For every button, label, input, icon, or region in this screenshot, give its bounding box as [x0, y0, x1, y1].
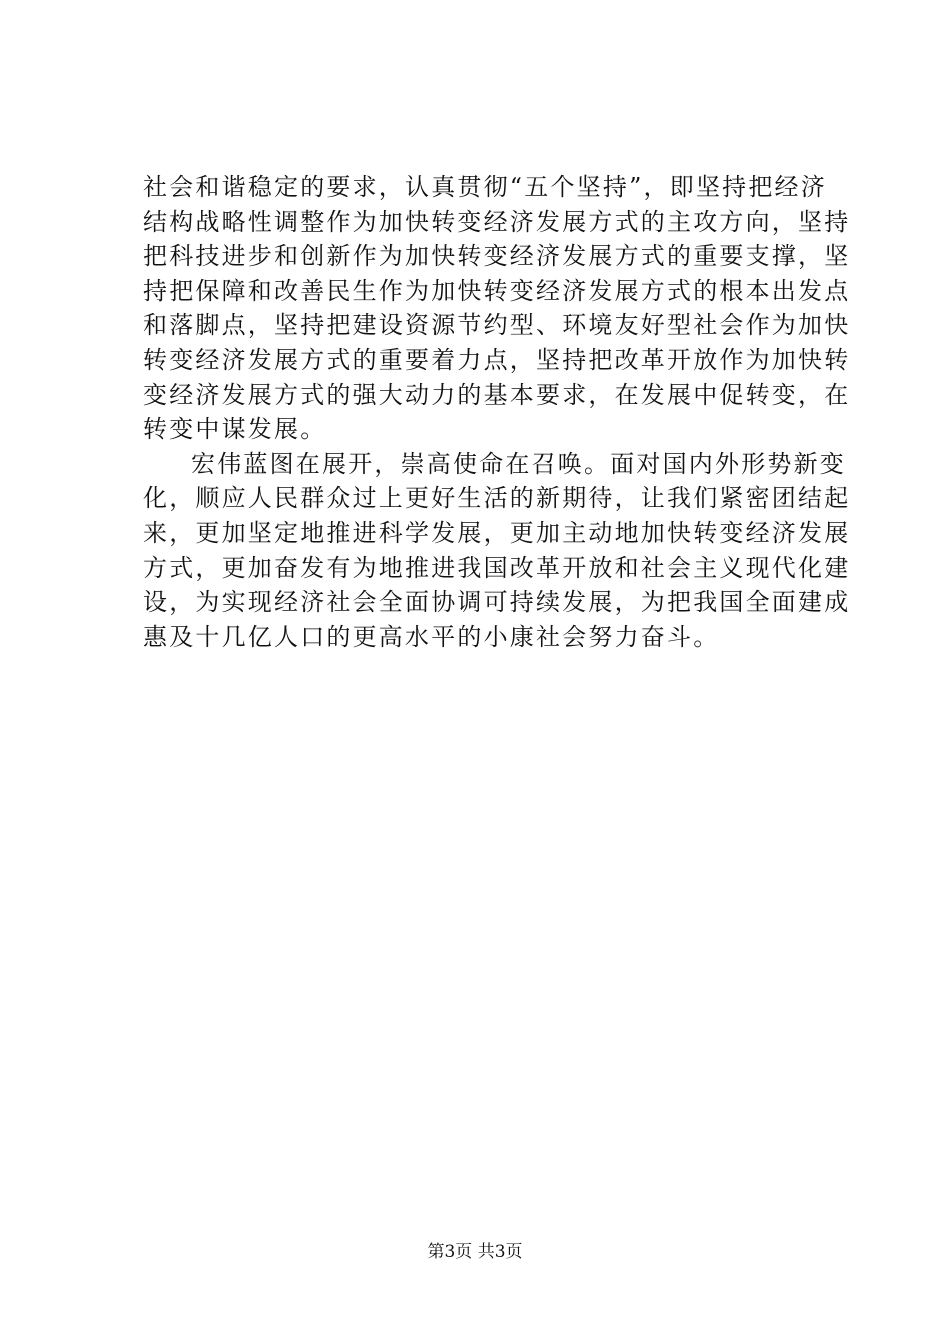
text-line: 持把保障和改善民生作为加快转变经济发展方式的根本出发点	[143, 276, 851, 305]
text-line: 来，更加坚定地推进科学发展，更加主动地加快转变经济发展	[143, 518, 851, 547]
text-line: 惠及十几亿人口的更高水平的小康社会努力奋斗。	[143, 622, 720, 651]
text-line: 变经济发展方式的强大动力的基本要求，在发展中促转变，在	[143, 380, 851, 409]
text-line: 转变经济发展方式的重要着力点，坚持把改革开放作为加快转	[143, 345, 851, 374]
text-line: 结构战略性调整作为加快转变经济发展方式的主攻方向，坚持	[143, 207, 851, 236]
text-line: 和落脚点，坚持把建设资源节约型、环境友好型社会作为加快	[143, 311, 851, 340]
text-line: 把科技进步和创新作为加快转变经济发展方式的重要支撑，坚	[143, 242, 851, 271]
paragraph-2	[143, 447, 851, 655]
page-number-label: 第3页 共3页	[427, 1242, 523, 1262]
body-text	[143, 170, 851, 654]
page-footer	[0, 1240, 950, 1264]
text-line: 方式，更加奋发有为地推进我国改革开放和社会主义现代化建	[143, 553, 851, 582]
text-line: 设，为实现经济社会全面协调可持续发展，为把我国全面建成	[143, 588, 851, 617]
text-line: 化，顺应人民群众过上更好生活的新期待，让我们紧密团结起	[143, 484, 851, 513]
text-line: 转变中谋发展。	[143, 415, 327, 444]
text-line: 社会和谐稳定的要求，认真贯彻“五个坚持”，即坚持把经济	[143, 173, 827, 201]
text-line: 宏伟蓝图在展开，崇高使命在召唤。面对国内外形势新变	[191, 449, 846, 478]
paragraph-1	[143, 170, 851, 447]
